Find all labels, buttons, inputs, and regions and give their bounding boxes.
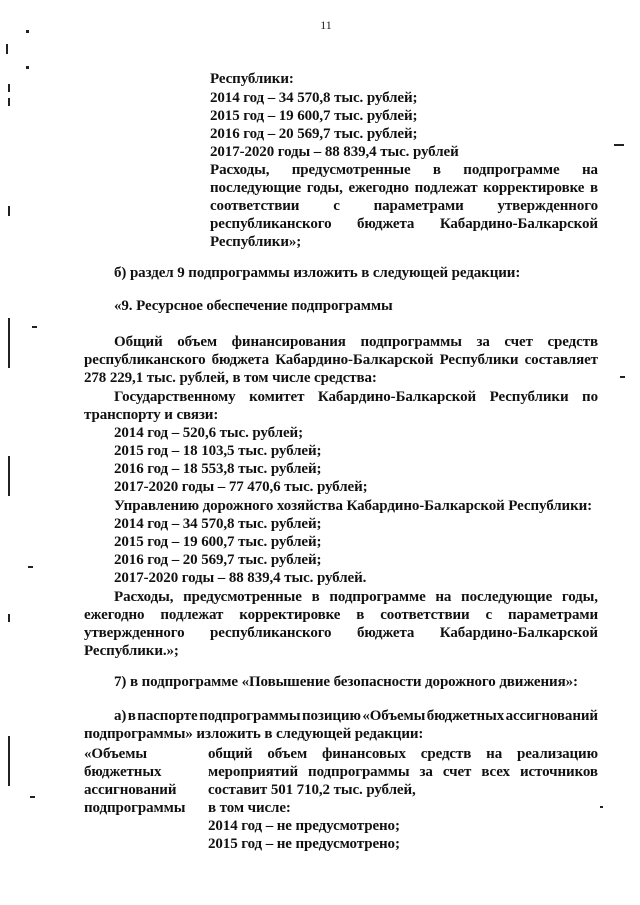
word: средств	[420, 746, 472, 762]
passport-value-line	[208, 745, 598, 763]
word: Расходы,	[210, 162, 270, 178]
word: Общий	[114, 334, 163, 350]
committee-line	[114, 388, 598, 406]
word: составляет	[524, 352, 598, 368]
scan-mark	[32, 326, 37, 328]
word: всех	[481, 764, 510, 780]
scan-mark	[620, 376, 625, 378]
word: Кабардино-Балкарской	[439, 216, 598, 232]
word: в	[311, 589, 320, 605]
word: подпрограмме	[329, 589, 426, 605]
committee-year-line: 2016 год – 18 553,8 тыс. рублей;	[114, 461, 322, 477]
item-b-paragraph: б) раздел 9 подпрограммы изложить в следующей редакции:	[114, 265, 521, 281]
passport-label-line: бюджетных	[84, 764, 162, 780]
word: за	[419, 764, 433, 780]
word: Кабардино-Балкарской	[275, 352, 434, 368]
word: а)	[114, 708, 127, 724]
resources-intro-end: 278 229,1 тыс. рублей, в том числе средства:	[84, 370, 377, 386]
passport-label-line: подпрограммы	[84, 800, 186, 816]
word: Кабардино-Балкарской	[439, 625, 598, 641]
word: за	[476, 334, 490, 350]
word: с	[485, 607, 493, 623]
resources-intro-line	[114, 333, 598, 351]
passport-value-line: в том числе:	[208, 800, 291, 816]
section-title: «9. Ресурсное обеспечение подпрограммы	[114, 298, 393, 314]
word: комитет	[249, 389, 305, 405]
budget-year-line: 2015 год – 19 600,7 тыс. рублей;	[210, 108, 418, 124]
word: бюджета	[356, 625, 415, 641]
word: параметрами	[507, 607, 598, 623]
scan-mark	[26, 66, 29, 69]
budget-year-line: 2017-2020 годы – 88 839,4 тыс. рублей	[210, 144, 459, 160]
word: реализацию	[517, 746, 598, 762]
word: утвержденного	[84, 625, 185, 641]
word: на	[582, 162, 598, 178]
scan-mark	[8, 318, 10, 368]
word: предусмотренные	[291, 162, 411, 178]
scan-mark	[28, 566, 33, 568]
word: Расходы,	[114, 589, 174, 605]
scan-mark	[8, 84, 10, 92]
resources-note-line	[84, 624, 598, 642]
department-year-line: 2017-2020 годы – 88 839,4 тыс. рублей.	[114, 570, 367, 586]
scan-mark	[614, 144, 624, 146]
passport-value-line: составит 501 710,2 тыс. рублей,	[208, 782, 416, 798]
budget-year-line: 2016 год – 20 569,7 тыс. рублей;	[210, 126, 418, 142]
scan-mark	[8, 98, 10, 106]
word: соответствии	[210, 198, 300, 214]
word: позицию	[301, 708, 361, 724]
word: ассигнований	[505, 708, 598, 724]
passport-label-line: ассигнований	[84, 782, 177, 798]
word: Республики	[439, 352, 519, 368]
word: корректировке	[239, 607, 341, 623]
word: бюджетных	[426, 708, 505, 724]
word: предусмотренные	[183, 589, 302, 605]
word: Государственному	[114, 389, 236, 405]
word: годы,	[306, 180, 343, 196]
word: счет	[504, 334, 533, 350]
word: подлежат	[414, 180, 478, 196]
word: финансирования	[231, 334, 346, 350]
word: бюджета	[356, 216, 415, 232]
budget-note-line	[210, 179, 598, 197]
budget-note-end: Республики»;	[210, 234, 302, 250]
resources-note-end: Республики.»;	[84, 643, 179, 659]
word: в	[589, 180, 598, 196]
word: подпрограммы	[308, 764, 410, 780]
word: источников	[519, 764, 598, 780]
word: параметрами	[373, 198, 464, 214]
word: годы,	[561, 589, 598, 605]
scan-mark	[8, 206, 10, 216]
scan-mark	[8, 736, 10, 786]
resources-note-line	[114, 588, 598, 606]
word: ежегодно	[84, 607, 145, 623]
word: последующие	[461, 589, 553, 605]
word: на	[486, 746, 503, 762]
item-a-end: подпрограммы» изложить в следующей редакции:	[84, 726, 424, 742]
word: подпрограммы	[199, 708, 301, 724]
word: средств	[547, 334, 598, 350]
word: в	[432, 162, 441, 178]
scan-mark	[26, 30, 29, 33]
budget-note-line	[210, 215, 598, 233]
scan-mark	[8, 456, 10, 496]
word: паспорте	[137, 708, 198, 724]
word: подпрограммы	[360, 334, 462, 350]
item-a-line	[114, 707, 598, 725]
word: мероприятий	[208, 764, 299, 780]
committee-year-line: 2015 год – 18 103,5 тыс. рублей;	[114, 443, 322, 459]
word: республиканского	[84, 352, 206, 368]
word: Кабардино-Балкарской	[317, 389, 477, 405]
department-year-line: 2015 год – 19 600,7 тыс. рублей;	[114, 534, 322, 550]
budget-heading: Республики:	[210, 71, 294, 87]
committee-year-line: 2014 год – 520,6 тыс. рублей;	[114, 425, 303, 441]
word: подлежат	[160, 607, 224, 623]
department-year-line: 2016 год – 20 569,7 тыс. рублей;	[114, 552, 322, 568]
passport-value-line: 2014 год – не предусмотрено;	[208, 818, 400, 834]
word: ежегодно	[348, 180, 409, 196]
page-number: 11	[320, 18, 332, 32]
scan-mark	[600, 806, 603, 808]
word: Республики	[489, 389, 569, 405]
department-year-line: 2014 год – 34 570,8 тыс. рублей;	[114, 516, 322, 532]
word: утвержденного	[497, 198, 598, 214]
word: республиканского	[210, 216, 332, 232]
budget-year-line: 2014 год – 34 570,8 тыс. рублей;	[210, 90, 418, 106]
word: бюджета	[211, 352, 270, 368]
word: счет	[442, 764, 472, 780]
item-7-paragraph: 7) в подпрограмме «Повышение безопасности дорожного движения»:	[114, 674, 578, 690]
word: в	[127, 708, 136, 724]
word: последующие	[210, 180, 302, 196]
passport-label-line: «Объемы	[84, 746, 147, 762]
scan-mark	[8, 614, 10, 622]
budget-note-line	[210, 197, 598, 215]
word: общий	[208, 746, 253, 762]
department-line: Управлению дорожного хозяйства Кабардино-Балкарской Республики:	[114, 498, 593, 514]
word: корректировке	[483, 180, 585, 196]
scan-mark	[30, 796, 35, 798]
committee-year-line: 2017-2020 годы – 77 470,6 тыс. рублей;	[114, 479, 368, 495]
word: с	[333, 198, 340, 214]
scan-mark	[6, 44, 8, 54]
committee-end: транспорту и связи:	[84, 407, 219, 423]
word: подпрограмме	[463, 162, 560, 178]
word: соответствии	[380, 607, 470, 623]
word: в	[356, 607, 365, 623]
word: объем	[177, 334, 217, 350]
word: по	[582, 389, 598, 405]
budget-note-line	[210, 161, 598, 179]
word: республиканского	[209, 625, 332, 641]
resources-note-line	[84, 606, 598, 624]
word: финансовых	[321, 746, 406, 762]
word: на	[435, 589, 452, 605]
passport-value-line	[208, 763, 598, 781]
passport-value-line: 2015 год – не предусмотрено;	[208, 836, 400, 852]
word: «Объемы	[362, 708, 426, 724]
word: объем	[267, 746, 308, 762]
resources-intro-line	[84, 351, 598, 369]
